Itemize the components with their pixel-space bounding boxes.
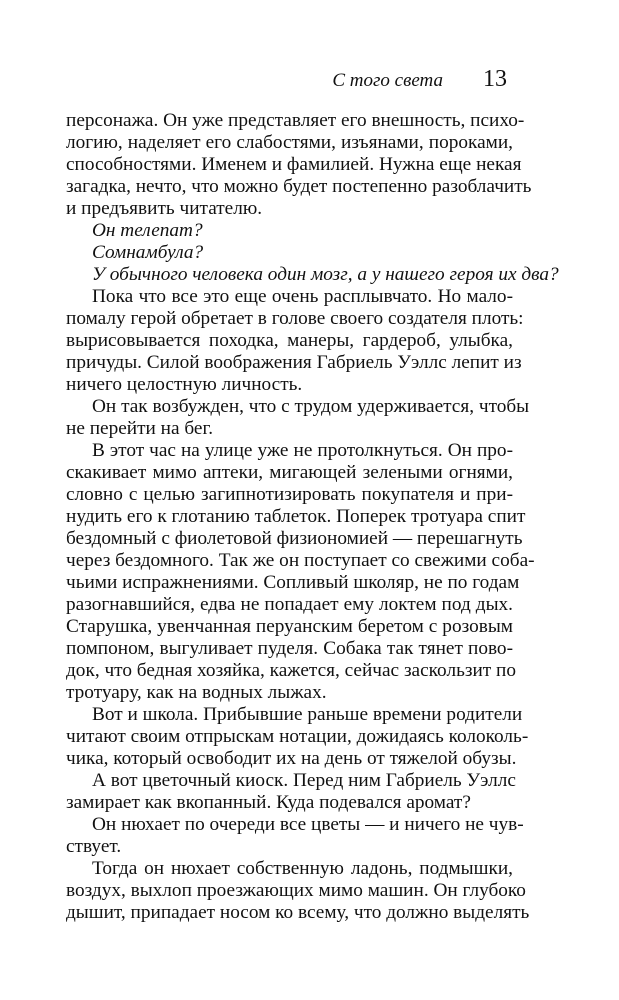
text-line: способностями. Именем и фамилией. Нужна еще некая: [66, 154, 522, 175]
text-line: Пока что все это еще очень расплывчато. Но мало-: [92, 286, 513, 307]
running-title: С того света: [332, 70, 443, 91]
text-line: причуды. Силой воображения Габриель Уэллс лепит из: [66, 352, 522, 373]
text-line: Он телепат?: [92, 220, 203, 241]
text-line: Он нюхает по очереди все цветы — и ничего не чув-: [92, 814, 524, 835]
text-line: через бездомного. Так же он поступает со свежими соба-: [66, 550, 535, 571]
text-line: чьими испражнениями. Сопливый школяр, не по годам: [66, 572, 520, 593]
text-line: словно с целью загипнотизировать покупателя и при-: [66, 484, 513, 505]
running-head: [66, 66, 513, 96]
text-line: и предъявить читателю.: [66, 198, 263, 219]
text-line: Вот и школа. Прибывшие раньше времени родители: [92, 704, 523, 725]
text-line: Он так возбужден, что с трудом удерживается, чтобы: [92, 396, 530, 417]
text-line: не перейти на бег.: [66, 418, 214, 439]
text-line: дышит, припадает носом ко всему, что должно выделять: [66, 902, 530, 923]
text-line: док, что бедная хозяйка, кажется, сейчас заскользит по: [66, 660, 517, 681]
text-line: бездомный с фиолетовой физиономией — перешагнуть: [66, 528, 523, 549]
text-line: ствует.: [66, 836, 122, 857]
text-line: В этот час на улице уже не протолкнуться. Он про-: [92, 440, 513, 461]
text-line: вырисовывается походка, манеры, гардероб, улыбка,: [66, 330, 513, 351]
text-line: помпоном, выгуливает пуделя. Собака так тянет пово-: [66, 638, 513, 659]
text-line: чика, который освободит их на день от тяжелой обузы.: [66, 748, 517, 769]
text-line: тротуару, как на водных лыжах.: [66, 682, 327, 703]
body-text: [66, 110, 559, 924]
text-line: ничего целостную личность.: [66, 374, 303, 395]
text-line: логию, наделяет его слабостями, изъянами, пороками,: [66, 132, 513, 153]
text-line: нудить его к глотанию таблеток. Поперек тротуара спит: [66, 506, 526, 527]
text-line: персонажа. Он уже представляет его внешность, психо-: [66, 110, 525, 131]
text-line: воздух, выхлоп проезжающих мимо машин. Он глубоко: [66, 880, 526, 901]
text-line: помалу герой обретает в голове своего создателя плоть:: [66, 308, 524, 329]
text-line: замирает как вкопанный. Куда подевался аромат?: [66, 792, 471, 813]
text-line: Старушка, увенчанная перуанским беретом с розовым: [66, 616, 513, 637]
page-number: 13: [483, 66, 507, 92]
text-line: А вот цветочный киоск. Перед ним Габриель Уэллс: [92, 770, 516, 791]
text-line: Тогда он нюхает собственную ладонь, подмышки,: [92, 858, 513, 879]
text-line: У обычного человека один мозг, а у нашего героя их два?: [92, 264, 559, 285]
text-line: скакивает мимо аптеки, мигающей зелеными огнями,: [66, 462, 513, 483]
text-line: читают своим отпрыскам нотации, дожидаясь колоколь-: [66, 726, 529, 747]
text-line: Сомнамбула?: [92, 242, 204, 263]
text-line: разогнавшийся, едва не попадает ему локтем под дых.: [66, 594, 513, 615]
text-line: загадка, нечто, что можно будет постепенно разоблачить: [66, 176, 532, 197]
